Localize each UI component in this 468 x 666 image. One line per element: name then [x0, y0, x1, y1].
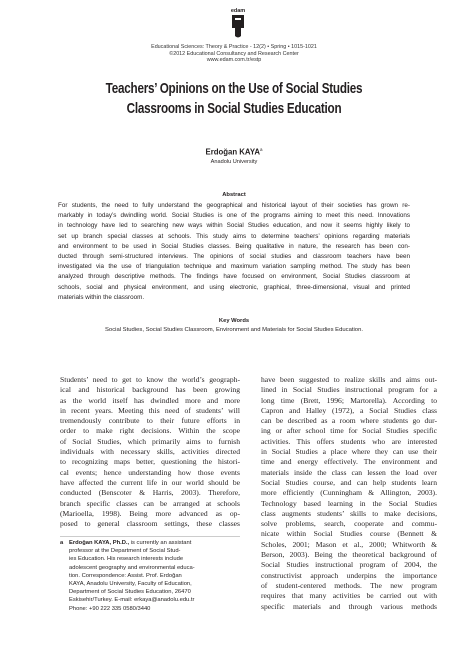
journal-logo — [230, 8, 246, 42]
journal-info — [0, 44, 468, 64]
author-affiliation: Anadolu University — [210, 159, 258, 165]
footnote-marker: a — [60, 540, 64, 546]
body-line: of Social Studies, which primarily aims to furnish — [60, 436, 240, 446]
abstract-line: in technology have led to searching new ways within Social Studies education, and now it seems highly likely to — [58, 222, 410, 230]
body-line: can be described as a room where students go dur- — [261, 416, 437, 426]
footnote-line: Eskisehir/Turkey. E-mail: erkaya@anadolu.edu.tr — [69, 597, 195, 604]
body-line: requires that many activities be carried out with — [261, 591, 437, 601]
body-column-right — [261, 375, 437, 612]
abstract-line: For students, the need to fully understand the geographical and historical layout of their societies has grown re- — [58, 202, 410, 209]
body-line: cal events; hence understanding how those events — [60, 467, 240, 477]
title-line: Classrooms in Social Studies Education — [126, 100, 342, 117]
keywords-text: Social Studies, Social Studies Classroom, Environment and Materials for Social Studies Education. — [104, 327, 363, 333]
footnote-line: professor at the Department of Social Stud- — [69, 548, 181, 555]
abstract-heading: Abstract — [222, 192, 246, 198]
body-line: specific materials and through various methods — [261, 601, 437, 611]
body-line: long time (Brett, 1996; Martorella). According to — [261, 395, 437, 405]
abstract-line: ducted through semi-structured interviews. The opinions of social studies and classroom teachers have been — [58, 253, 410, 261]
body-line: ical and historical background has been growing — [60, 385, 240, 395]
body-line: in Social Studies a place where they can use their — [261, 447, 437, 457]
journal-citation: Educational Sciences: Theory & Practice - 12(2) • Spring • 1015-1021 — [151, 44, 317, 50]
body-line: order to make right decisions. Within the scope — [60, 426, 240, 436]
body-line: Scholes, 2001; Mason et al., 2000; Whitworth & — [261, 539, 437, 549]
body-line: conducted (Benscoter & Harris, 2003). Therefore, — [60, 488, 240, 498]
keywords-heading: Key Words — [218, 318, 250, 324]
body-line: class augments students’ skills to make decisions, — [261, 508, 437, 518]
body-line: have affected the current life in our world should be — [60, 477, 240, 487]
body-line: of student-centered methods. The new program — [261, 580, 437, 590]
abstract-text — [58, 201, 410, 303]
article-title — [83, 79, 386, 119]
body-line: Capron and Halley (1972), a Social Studies class — [261, 405, 437, 415]
author-marker: a — [259, 147, 263, 152]
body-line: in recent years. Meeting this need of students’ will — [60, 405, 240, 415]
body-line: Technology based learning in the Social Studies — [261, 498, 437, 508]
body-line: tremendously contribute to their future efforts in — [60, 416, 240, 426]
footnote-line: KAYA, Anadolu University, Faculty of Education, — [69, 581, 192, 588]
footnote-line: adolescent geography and environmental educa- — [69, 564, 195, 571]
body-column-left — [60, 375, 240, 529]
body-line: individuals with necessary skills, activities directed — [60, 447, 240, 457]
body-line: posed to general classroom settings, these classes — [60, 519, 240, 529]
body-line: solve problems, search, cooperate and commu- — [261, 519, 437, 529]
author-block — [0, 147, 468, 157]
body-line: Social Studies course, and can help students learn — [261, 477, 437, 487]
body-line: have been suggested to realize skills and aims out- — [261, 375, 437, 384]
body-line: materials inside the class can lessen the load over — [261, 467, 437, 477]
body-line: activities. This offers students who are interested — [261, 436, 437, 446]
body-line: lined in Social Studies instructional program for a — [261, 385, 437, 395]
abstract-line: set up branch special classes at schools. This study aims to determine teachers’ opinions regarding materials — [58, 232, 410, 240]
footnote-line: tion. Correspondence: Assist. Prof. Erdoğan — [69, 572, 182, 579]
body-line: to recognizing maps better, questioning the histori- — [60, 457, 240, 467]
body-line: time and energy effectively. The environment and — [261, 457, 437, 467]
logo-wordmark: edam — [230, 8, 246, 14]
body-line: branch specific classes can be arranged at schools — [60, 498, 240, 508]
body-line: more efficiently (Cunningham & Allington, 2003). — [261, 488, 437, 498]
author-name: Erdoğan KAYA — [205, 147, 260, 157]
abstract-line: and environment to be used in Social Studies classes. Being qualitative in nature, the research has been con- — [58, 242, 410, 250]
body-line: Berson, 2003). Being the theoretical background of — [261, 550, 437, 560]
body-line: as the world itself has dwindled more and more — [60, 395, 240, 405]
footnote-author: Erdoğan KAYA, Ph.D., — [69, 540, 130, 546]
footnote-line: Phone: +90 222 335 0580/3440 — [69, 605, 151, 612]
abstract-line: schools, social and physical environment, and using electronic, graphical, three-dimensional, visual and printed — [58, 283, 410, 291]
body-line: Social Studies instructional program of 2004, the — [261, 560, 437, 570]
footnote-text: is currently an assistant — [129, 540, 192, 546]
footnote-line: Department of Social Studies Education, 26470 — [69, 589, 191, 596]
footnote-line — [69, 539, 241, 547]
body-line: constructivist approach underpins the importance — [261, 570, 437, 580]
footnote-divider — [60, 536, 240, 537]
abstract-line: materials within the classroom. — [58, 293, 145, 301]
abstract-line: analyzed through descriptive methods. The findings have focused on environment, Social Studies classroom at — [58, 273, 410, 281]
body-line: ing or after school time for Social Studies specific — [261, 426, 437, 436]
body-line: (Marioella, 1998). Being more advanced as op- — [60, 508, 240, 518]
abstract-line: markably in today’s dwindling world. Social Studies is one of the programs aiming to meet this need. Innovations — [58, 212, 410, 220]
body-line: nicate within Social Studies course (Bennett & — [261, 529, 437, 539]
journal-url: www.edam.com.tr/estp — [206, 57, 262, 64]
footnote-body — [69, 539, 241, 613]
abstract-line: investigated via the use of triangulation technique and maximum variation sampling method. The study has been — [58, 263, 410, 271]
body-line: Students’ need to get to know the world’s geograph- — [60, 375, 240, 384]
title-line: Teachers’ Opinions on the Use of Social Studies — [105, 80, 363, 97]
edam-logo-icon — [231, 15, 245, 39]
journal-copyright: ©2012 Educational Consultancy and Research Center — [169, 50, 299, 57]
footnote-line: ies Education. His research interests include — [69, 556, 184, 563]
